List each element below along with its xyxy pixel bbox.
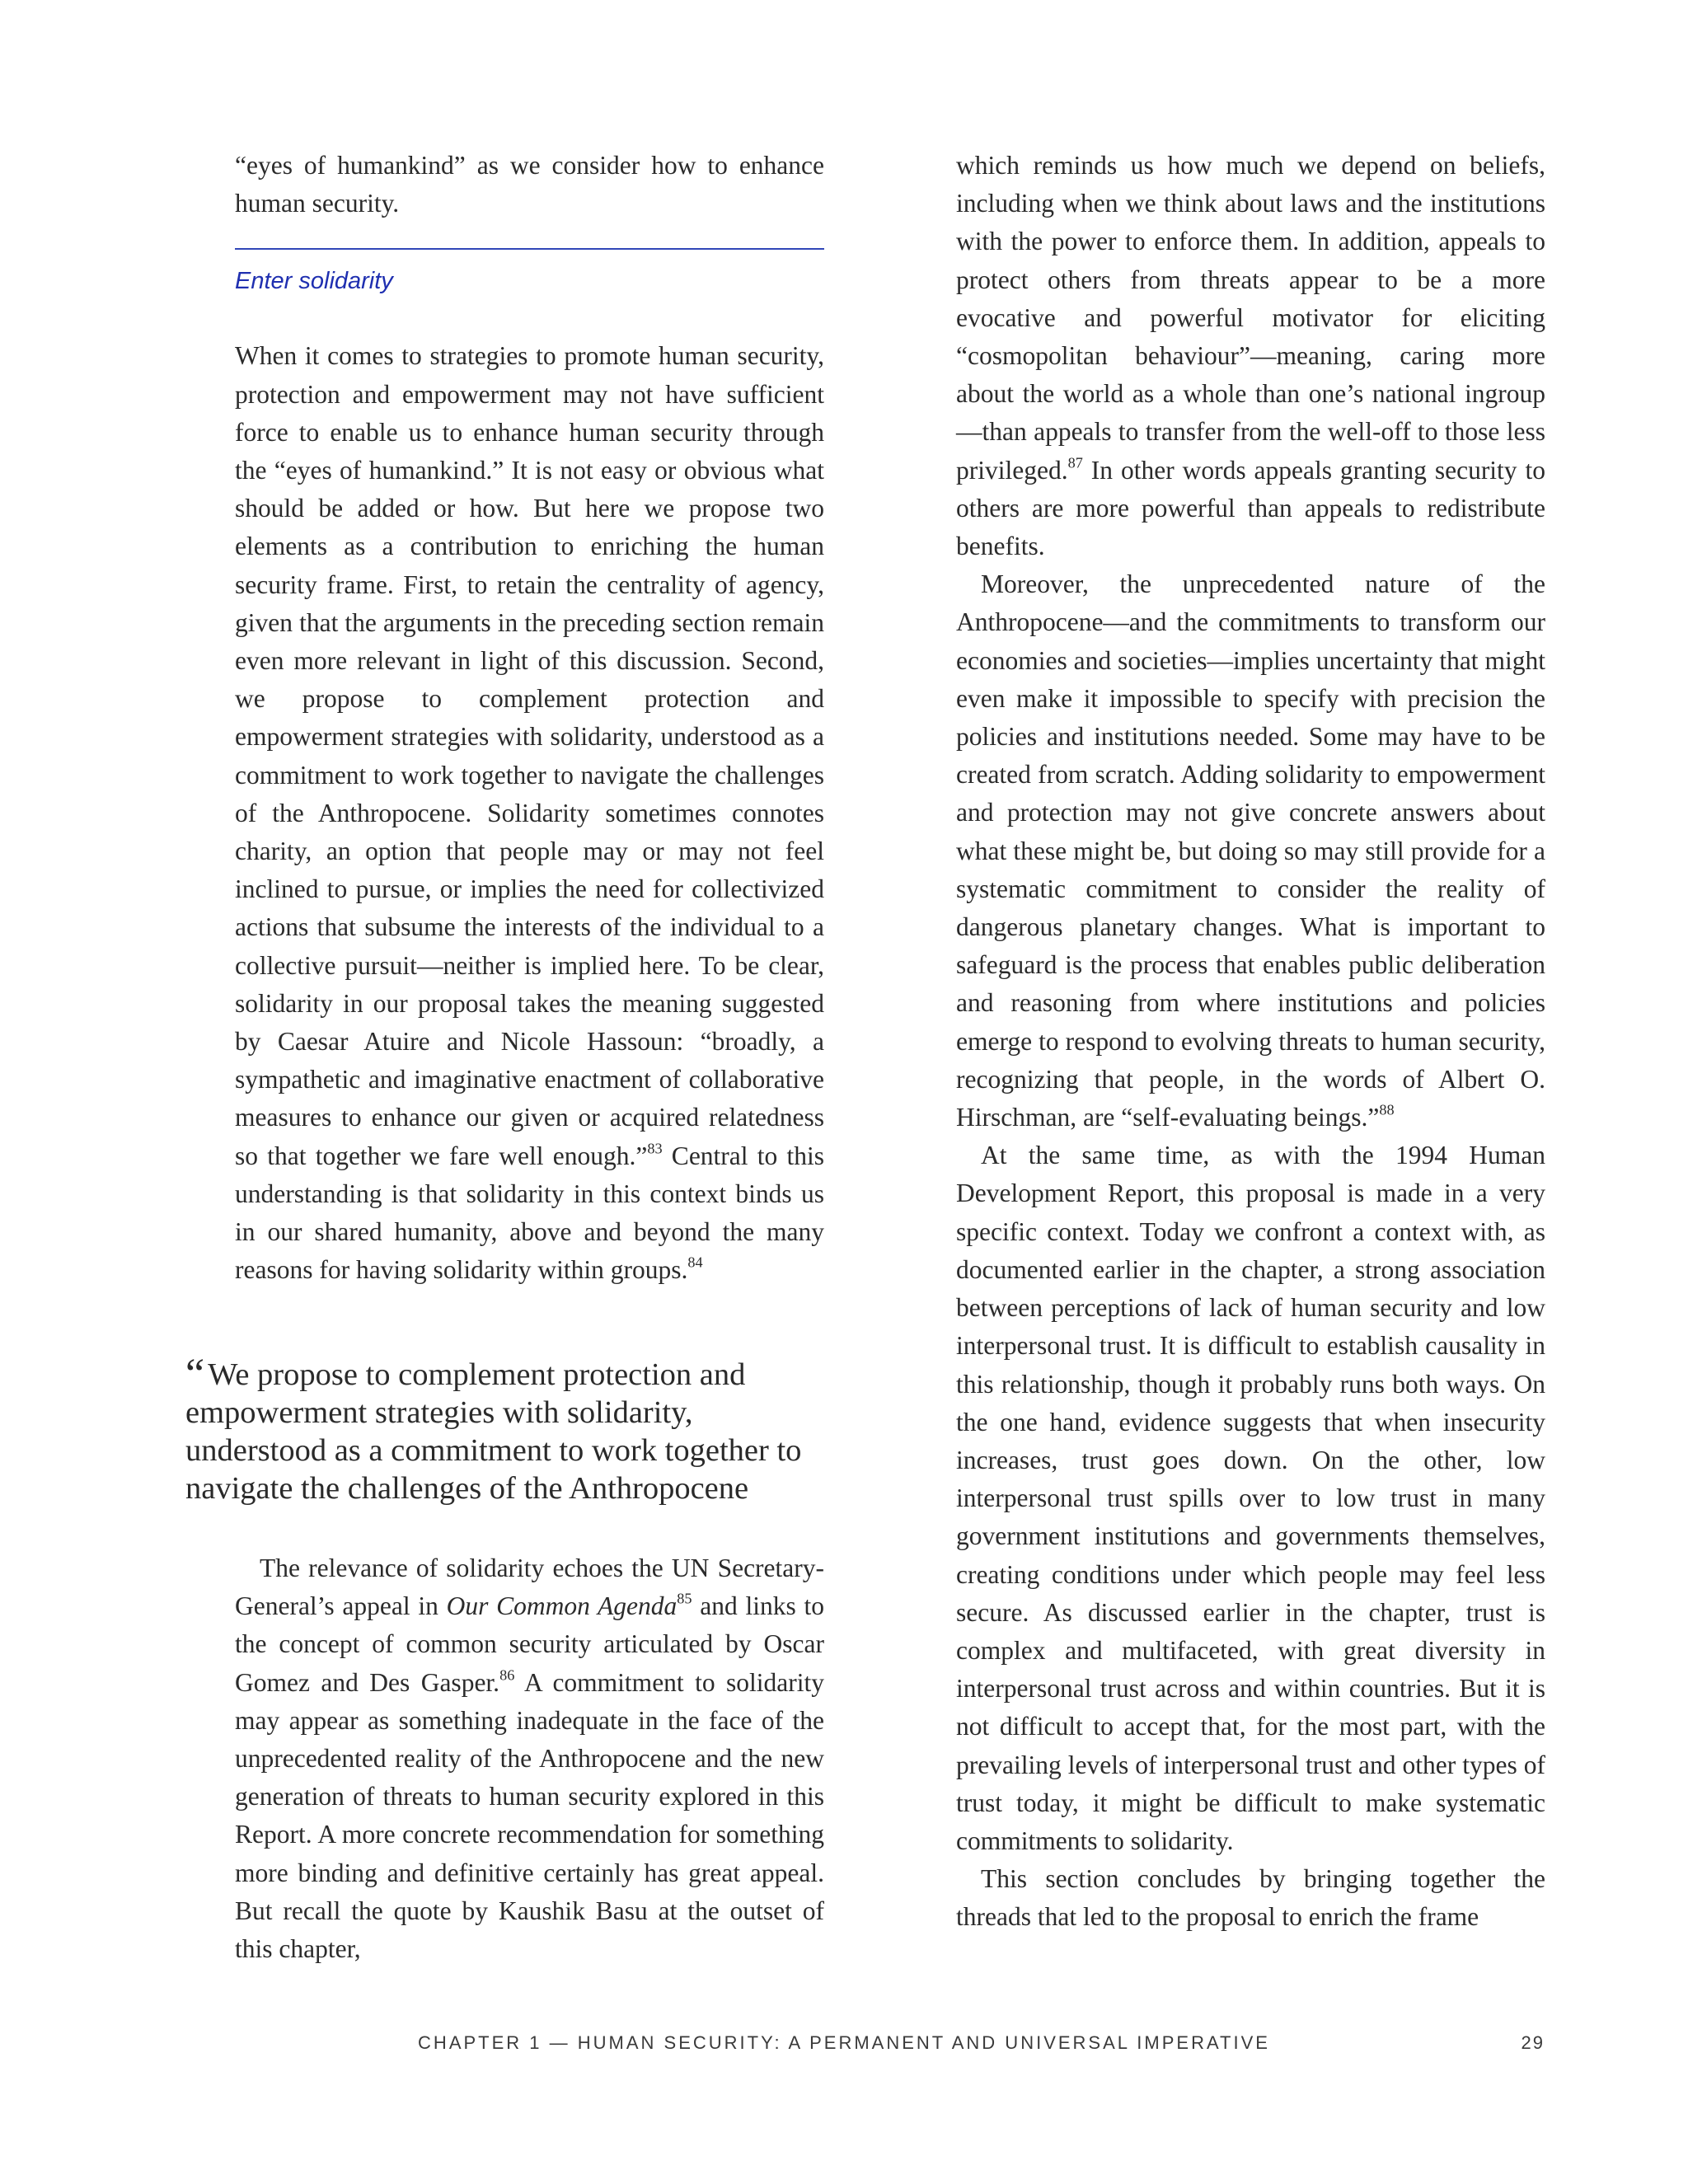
footnote-ref[interactable]: 88: [1379, 1101, 1395, 1118]
quote-mark-icon: “: [185, 1351, 205, 1398]
paragraph-text: When it comes to strategies to promote human security, protection and empowerment may not have sufficient force to enable us to enhance human security through the “eyes of humankind.” It is not easy or obvious what should be added or how. But here we propose two elements as a contribution to enriching the human security frame. First, to retain the centrality of agency, given that the arguments in the preceding section remain even more relevant in light of this discussion. Second, we propose to complement protection and empowerment strategies with solidarity, understood as a commitment to work together to navigate the challenges of the Anthropocene. Solidarity sometimes connotes charity, an option that people may or may not feel inclined to pursue, or implies the need for collectivized actions that subsume the interests of the individual to a collective pursuit—neither is implied here. To be clear, solidarity in our proposal takes the meaning suggested by Caesar Atuire and Nicole Hassoun: “broadly, a sympathetic and imaginative enactment of collaborative measures to enhance our given or acquired relatedness so that together we fare well enough.”: [235, 341, 824, 1170]
footnote-ref[interactable]: 87: [1067, 453, 1083, 471]
paragraph-text: A commitment to solidarity may appear as something inadequate in the face of the unprecedented reality of the Anthropocene and the new generation of threats to human security explored in this Report. A more concrete recommendation for something more binding and definitive certainly has great appeal. But recall the quote by Kaushik Basu at the outset of this chapter,: [235, 1667, 825, 1964]
right-column: [956, 147, 1545, 1937]
right-paragraph-2: [956, 565, 1545, 1137]
section-divider: [235, 248, 824, 250]
section-heading: Enter solidarity: [235, 268, 393, 295]
pull-quote: [185, 1351, 812, 1507]
paragraph-text: The relevance of solidarity echoes the UN Secretary-General’s appeal in: [235, 1554, 824, 1621]
right-paragraph-4: This section concludes by bringing together the threads that led to the proposal to enrich the frame: [956, 1864, 1545, 1932]
paragraph-text: and links to the concept of common security articulated by Oscar Gomez and Des Gasper.: [235, 1591, 825, 1697]
opening-paragraph: “eyes of humankind” as we consider how to enhance human security.: [235, 151, 824, 218]
footnote-ref[interactable]: 83: [647, 1139, 663, 1156]
left-column-lower: [235, 1549, 824, 1968]
right-paragraph-3: At the same time, as with the 1994 Human Development Report, this proposal is made in a very specific context. Today we confront a context with, as documented earlier in the chapter, a strong association between perceptions of lack of human security and low interpersonal trust. It is difficult to establish causality in this relationship, though it probably runs both ways. On the one hand, evidence suggests that when insecurity increases, trust goes down. On the other, low interpersonal trust spills over to low trust in many government institutions and governments themselves, creating conditions under which people may feel less secure. As discussed earlier in the chapter, trust is complex and multifaceted, with great diversity in interpersonal trust across and within countries. But it is not difficult to accept that, for the most part, with the prevailing levels of interpersonal trust and other types of trust today, it might be difficult to make systematic commitments to solidarity.: [956, 1141, 1545, 1855]
left-paragraph-2: [235, 1549, 824, 1968]
footnote-ref[interactable]: 84: [687, 1254, 703, 1271]
pull-quote-text: We propose to complement protection and empowerment strategies with solidarity, understood as a commitment to work together to navigate the challenges of the Anthropocene: [185, 1357, 802, 1506]
left-paragraph-1: [235, 337, 824, 1289]
footnote-ref[interactable]: 85: [677, 1590, 692, 1607]
paragraph-text: which reminds us how much we depend on beliefs, including when we think about laws and the institutions with the power to enforce them. In addition, appeals to protect others from threats appear to be a more evocative and powerful motivator for eliciting “cosmopolitan behaviour”—meaning, caring more about the world as a whole than one’s national ingroup—than appeals to transfer from the well-off to those less privileged.: [956, 151, 1545, 485]
page-number: 29: [1521, 2032, 1545, 2053]
paragraph-text: Moreover, the unprecedented nature of the Anthropocene—and the commitments to transform our economies and societies—implies uncertainty that might even make it impossible to specify with precision the policies and institutions needed. Some may have to be created from scratch. Adding solidarity to empowerment and protection may not give concrete answers about what these might be, but doing so may still provide for a systematic commitment to consider the reality of dangerous planetary changes. What is important to safeguard is the process that enables public deliberation and reasoning from where institutions and policies emerge to respond to evolving threats to human security, recognizing that people, in the words of Albert O. Hirschman, are “self-evaluating beings.”: [956, 569, 1545, 1132]
left-column: [235, 147, 824, 1289]
running-footer: CHAPTER 1 — HUMAN SECURITY: A PERMANENT AND UNIVERSAL IMPERATIVE: [418, 2032, 1270, 2053]
right-paragraph-1: [956, 147, 1545, 565]
paragraph-text: Central to this understanding is that solidarity in this context binds us in our shared humanity, above and beyond the many reasons for having solidarity within groups.: [235, 1141, 824, 1285]
paragraph-text: In other words appeals granting security to others are more powerful than appeals to redistribute benefits.: [956, 455, 1545, 561]
footnote-ref[interactable]: 86: [499, 1666, 515, 1683]
publication-title: Our Common Agenda: [446, 1591, 678, 1621]
